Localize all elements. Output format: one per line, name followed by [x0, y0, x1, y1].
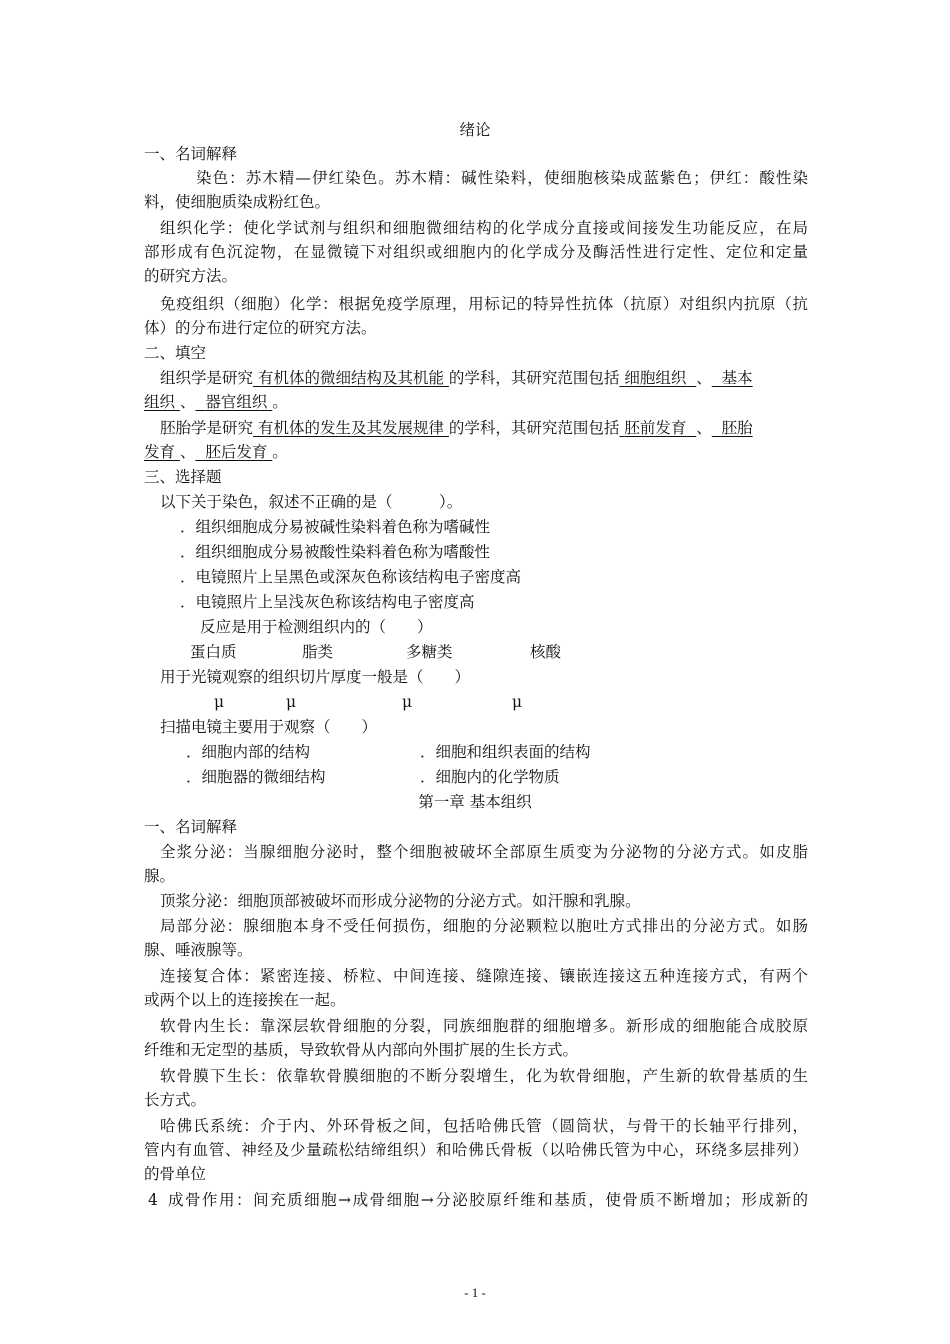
term-merocrine-cont: 腺、唾液腺等。 [144, 941, 253, 959]
answer-blank: 胚胎 [721, 419, 753, 437]
question-4-option-d: ．细胞内的化学物质 [420, 768, 560, 786]
term-dyeing-cont: 料，使细胞质染成粉红色。 [144, 193, 331, 211]
text: 的学科，其研究范围包括 [448, 369, 620, 387]
term-merocrine: 局部分泌：腺细胞本身不受任何损伤，细胞的分泌颗粒以胞吐方式排出的分泌方式。如肠 [160, 917, 808, 935]
fill-blank-histology: 组织学是研究 有机体的微细结构及其机能 的学科，其研究范围包括 细胞组织 、 基本 [160, 369, 753, 387]
question-2: 反应是用于检测组织内的（ ） [200, 618, 433, 636]
term-appositional-growth-cont: 长方式。 [144, 1091, 207, 1109]
term-immunohistochemistry: 免疫组织（细胞）化学：根据免疫学原理，用标记的特异性抗体（抗原）对组织内抗原（抗 [160, 295, 808, 313]
term-apocrine: 顶浆分泌：细胞顶部被破坏而形成分泌物的分泌方式。如汗腺和乳腺。 [160, 892, 641, 910]
answer-blank: 胚前发育 [624, 419, 687, 437]
question-2-option-b: 脂类 [302, 643, 334, 661]
term-histochemistry-end: 的研究方法。 [144, 267, 238, 285]
question-3-option-b: μ [286, 693, 297, 711]
term-histochemistry-cont: 部形成有色沉淀物，在显微镜下对组织或细胞内的化学成分及酶活性进行定性、定位和定量 [144, 243, 808, 261]
term-interstitial-growth-cont: 纤维和无定型的基质，导致软骨从内部向外围扩展的生长方式。 [144, 1041, 579, 1059]
section-heading: 三、选择题 [144, 468, 222, 486]
term-junctional-complex: 连接复合体：紧密连接、桥粒、中间连接、缝隙连接、镶嵌连接这五种连接方式，有两个 [160, 967, 808, 985]
term-haversian-system-cont: 管内有血管、神经及少量疏松结缔组织）和哈佛氏骨板（以哈佛氏管为中心，环绕多层排列） [144, 1141, 808, 1159]
fill-blank-embryology-cont: 发育 、 胚后发育 。 [144, 443, 288, 461]
term-interstitial-growth: 软骨内生长：靠深层软骨细胞的分裂，同族细胞群的细胞增多。新形成的细胞能合成胶原 [160, 1017, 808, 1035]
fill-blank-histology-cont: 组织 、 器官组织 。 [144, 393, 288, 411]
answer-blank: 胚后发育 [205, 443, 268, 461]
question-3: 用于光镜观察的组织切片厚度一般是（ ） [160, 668, 471, 686]
intro-title: 绪论 [459, 121, 491, 139]
question-2-option-d: 核酸 [530, 643, 562, 661]
question-1-option-d: ．电镜照片上呈浅灰色称该结构电子密度高 [180, 593, 475, 611]
term-appositional-growth: 软骨膜下生长：依靠软骨膜细胞的不断分裂增生，化为软骨细胞，产生新的软骨基质的生 [160, 1067, 808, 1085]
question-1-option-b: ．组织细胞成分易被酸性染料着色称为嗜酸性 [180, 543, 491, 561]
question-3-option-d: μ [512, 693, 523, 711]
term-haversian-system-end: 的骨单位 [144, 1165, 207, 1183]
term-haversian-system: 哈佛氏系统：介于内、外环骨板之间，包括哈佛氏管（圆筒状，与骨干的长轴平行排列， [160, 1117, 808, 1135]
term-histochemistry: 组织化学：使化学试剂与组织和细胞微细结构的化学成分直接或间接发生功能反应，在局 [160, 219, 808, 237]
question-2-option-c: 多糖类 [406, 643, 453, 661]
answer-blank: 基本 [721, 369, 753, 387]
question-4-option-a: ．细胞内部的结构 [186, 743, 311, 761]
fill-blank-embryology: 胚胎学是研究 有机体的发生及其发展规律 的学科，其研究范围包括 胚前发育 、 胚胎 [160, 419, 753, 437]
answer-blank: 细胞组织 [624, 369, 687, 387]
section-heading: 二、填空 [144, 344, 207, 362]
question-4-option-c: ．细胞器的微细结构 [186, 768, 326, 786]
answer-blank: 器官组织 [205, 393, 268, 411]
question-2-option-a: 蛋白质 [190, 643, 237, 661]
term-junctional-complex-cont: 或两个以上的连接挨在一起。 [144, 991, 346, 1009]
term-dyeing: 染色：苏木精—伊红染色。苏木精：碱性染料，使细胞核染成蓝紫色；伊红：酸性染 [196, 169, 808, 187]
answer-blank: 组织 [144, 393, 176, 411]
question-4-option-b: ．细胞和组织表面的结构 [420, 743, 591, 761]
question-3-option-a: μ [214, 693, 225, 711]
term-immunohistochemistry-cont: 体）的分布进行定位的研究方法。 [144, 319, 377, 337]
question-1: 以下关于染色，叙述不正确的是（ ）。 [160, 493, 463, 511]
term-ossification: 成骨作用：间充质细胞→成骨细胞→分泌胶原纤维和基质，使骨质不断增加；形成新的 [168, 1191, 808, 1209]
answer-blank: 有机体的发生及其发展规律 [257, 419, 444, 437]
text: 胚胎学是研究 [160, 419, 254, 437]
term-holocrine: 全浆分泌：当腺细胞分泌时，整个细胞被破坏全部原生质变为分泌物的分泌方式。如皮脂 [160, 843, 808, 861]
text: 组织学是研究 [160, 369, 254, 387]
question-4: 扫描电镜主要用于观察（ ） [160, 718, 378, 736]
question-3-option-c: μ [402, 693, 413, 711]
answer-blank: 发育 [144, 443, 176, 461]
term-holocrine-cont: 腺。 [144, 867, 176, 885]
question-1-option-c: ．电镜照片上呈黑色或深灰色称该结构电子密度高 [180, 568, 522, 586]
item-number: 4 [148, 1191, 158, 1209]
question-1-option-a: ．组织细胞成分易被碱性染料着色称为嗜碱性 [180, 518, 491, 536]
section-heading: 一、名词解释 [144, 145, 238, 163]
answer-blank: 有机体的微细结构及其机能 [257, 369, 444, 387]
section-heading: 一、名词解释 [144, 818, 238, 836]
text: 的学科，其研究范围包括 [448, 419, 620, 437]
page-number: - 1 - [464, 1285, 486, 1300]
chapter-title: 第一章 基本组织 [418, 793, 532, 811]
